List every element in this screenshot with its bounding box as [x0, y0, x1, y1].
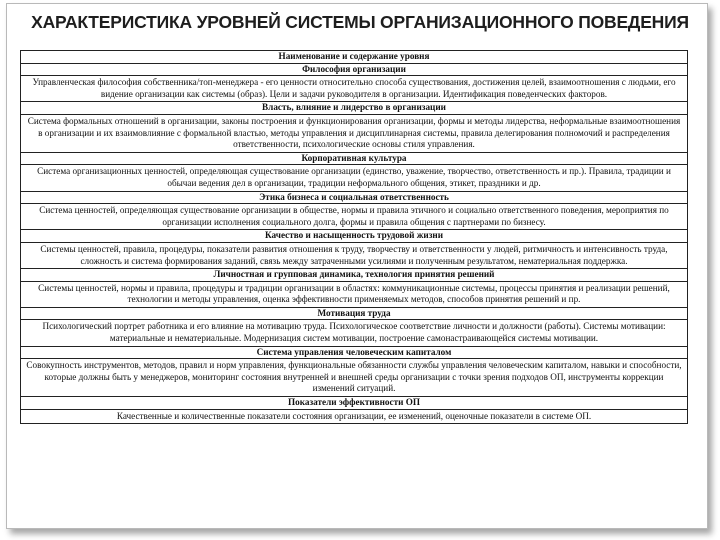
levels-table — [20, 50, 688, 424]
section-text: Система ценностей, определяющая существование организации в обществе, нормы и правила этичного и социально ответственного поведения, мероприятия по организации исполнения социального долга, формы и правила общения с партнерами по бизнесу. — [21, 204, 687, 230]
table-header: Наименование и содержание уровня — [21, 51, 687, 64]
section-heading: Личностная и групповая динамика, технология принятия решений — [21, 269, 687, 282]
section-text: Системы ценностей, правила, процедуры, показатели развития отношения к труду, творчеству и ответственности у людей, ритмичность и интенсивность труда, сложность и система формирования заданий, связь между затраченными усилиями и полученным результатом, нематериальная поддержка. — [21, 243, 687, 269]
section-text: Системы ценностей, нормы и правила, процедуры и традиции организации в областях: коммуникационные системы, процессы принятия и реализации решений, технологии и методы управления, оценка эффективности применяемых методов, способов принятия решений и пр. — [21, 282, 687, 308]
section-text: Совокупность инструментов, методов, правил и норм управления, функциональные обязанности службы управления человеческим капиталом, навыки и способности, которые должны быть у менеджеров, мониторинг состояния внутренней и внешней среды организации с точки зрения подходов ОП, инструменты коррекции изменений ситуаций. — [21, 359, 687, 397]
section-text: Система организационных ценностей, определяющая существование организации (единство, уважение, творчество, ответственность и пр.). Правила, традиции и обычаи ведения дел в организации, традиции неформального общения, этикет, праздники и др. — [21, 165, 687, 191]
section-heading: Мотивация труда — [21, 308, 687, 321]
section-text: Система формальных отношений в организации, законы построения и функционирования организации, формы и методы лидерства, неформальные взаимоотношения в организации и их взаимовлияние с формальной властью, методы управления и дисциплинарная системы, правила делегирования полномочий и распределения ответственности, психологические основы стиля управления. — [21, 115, 687, 153]
section-heading: Показатели эффективности ОП — [21, 397, 687, 410]
section-text: Управленческая философия собственника/топ-менеджера - его ценности относительно способа существования, достижения целей, взаимоотношения с людьми, его видение организации как системы (образ). Цели и задачи руководителя в организации. Идентификация поведенческих факторов. — [21, 76, 687, 102]
section-text: Качественные и количественные показатели состояния организации, ее изменений, оценочные показатели в системе ОП. — [21, 410, 687, 425]
section-text: Психологический портрет работника и его влияние на мотивацию труда. Психологическое соответствие личности и должности (работы). Системы мотивации: материальные и нематериальные. Модернизация систем мотивации, построение самонастраивающейся системы мотивации. — [21, 320, 687, 346]
section-heading: Качество и насыщенность трудовой жизни — [21, 230, 687, 243]
page-title: ХАРАКТЕРИСТИКА УРОВНЕЙ СИСТЕМЫ ОРГАНИЗАЦИОННОГО ПОВЕДЕНИЯ — [31, 12, 689, 32]
section-heading: Власть, влияние и лидерство в организации — [21, 102, 687, 115]
section-heading: Этика бизнеса и социальная ответственность — [21, 192, 687, 205]
section-heading: Система управления человеческим капиталом — [21, 347, 687, 360]
section-heading: Философия организации — [21, 64, 687, 77]
section-heading: Корпоративная культура — [21, 153, 687, 166]
